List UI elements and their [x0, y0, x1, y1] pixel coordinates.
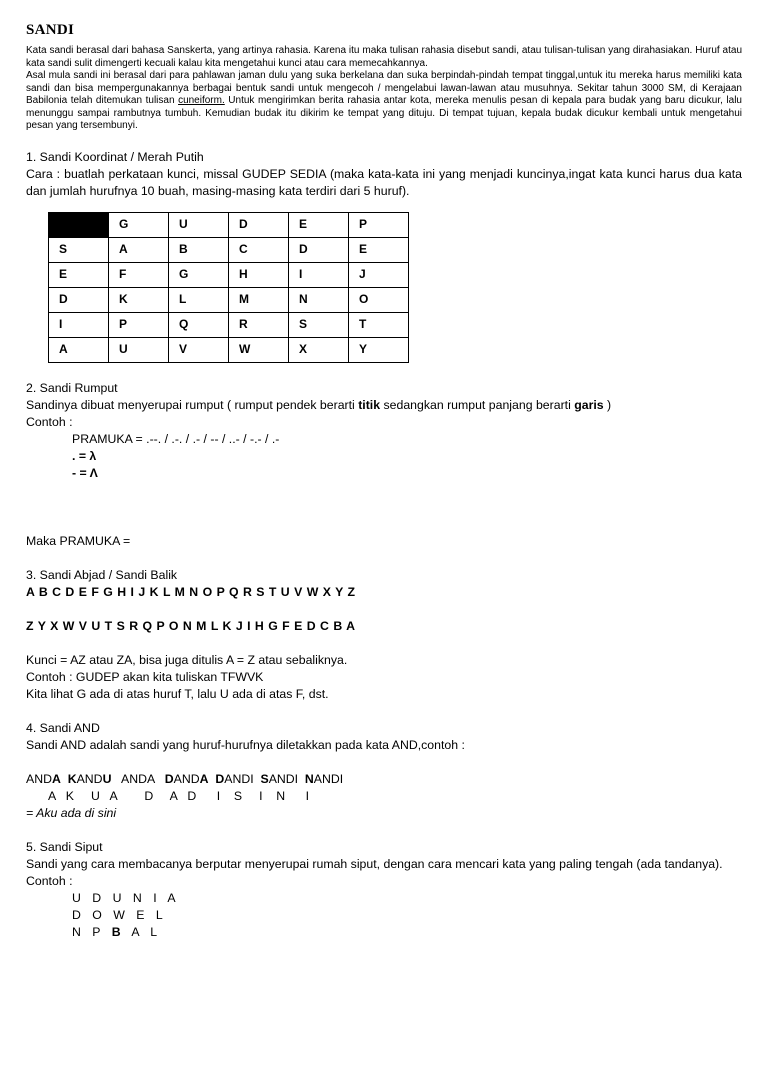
siput-row-2: D O W E L [72, 907, 167, 922]
and-word-bold: A [199, 771, 209, 786]
and-word-bold: U [102, 771, 112, 786]
grid-row [49, 262, 409, 287]
siput-row-1: U D U N I A [72, 890, 180, 905]
grid-cell: E [349, 237, 409, 262]
grid-row [49, 237, 409, 262]
intro-line-2: Huruf atau kata sandi sulit dimengerti kecuali kalau kita mengetahui kunci atau cara memecahkannya. [26, 45, 743, 69]
grid-cell: A [49, 337, 109, 362]
and-word-bold: D [164, 771, 174, 786]
grid-cell: Q [169, 312, 229, 337]
maka-pramuka: Maka PRAMUKA = [26, 533, 131, 548]
and-word-post: ANDI [268, 771, 305, 786]
pramuka-example: PRAMUKA = .--. / .-. / .- / -- / ..- / -.- / .- [72, 431, 280, 446]
grid-cell: A [109, 237, 169, 262]
section-4-title: 4. Sandi AND [26, 720, 100, 735]
and-word-pre: ANDA [121, 771, 165, 786]
and-word-post: AND [173, 771, 200, 786]
and-word-post [111, 772, 121, 786]
section-2-contoh: Contoh : [26, 414, 73, 429]
body-content [26, 149, 742, 941]
s3-lihat: Kita lihat G ada di atas huruf T, lalu U ada di atas F, dst. [26, 686, 329, 701]
grid-cell: I [49, 312, 109, 337]
grid-cell: J [349, 262, 409, 287]
grid-cell: U [109, 337, 169, 362]
s2-text-mid: sedangkan rumput panjang berarti [380, 397, 575, 412]
kunci-text: Kunci = AZ atau ZA, bisa juga ditulis A = Z atau sebaliknya. [26, 652, 348, 667]
grid-row [49, 212, 409, 237]
and-word-post: AND [76, 771, 103, 786]
grid-cell: P [349, 212, 409, 237]
dash-symbol: - = Λ [72, 465, 98, 480]
grid-cell: M [229, 287, 289, 312]
coordinate-grid [48, 212, 409, 363]
grid-row [49, 287, 409, 312]
grid-cell: R [229, 312, 289, 337]
grid-cell: N [289, 287, 349, 312]
section-5-title: 5. Sandi Siput [26, 839, 103, 854]
grid-corner-black [49, 212, 109, 237]
siput-row-3-post: A L [124, 924, 162, 939]
s2-bold-titik: titik [358, 397, 381, 412]
s5-contoh: Contoh : [26, 873, 73, 888]
grid-cell: G [109, 212, 169, 237]
siput-row-3-pre: N P [72, 924, 112, 939]
cuneiform-link[interactable]: cuneiform. [178, 95, 225, 106]
and-letters-line: A K U A D A D I S I N I [48, 788, 310, 803]
siput-row-3-bold: B [111, 924, 125, 939]
and-result: = Aku ada di sini [26, 805, 117, 820]
grid-cell: P [109, 312, 169, 337]
grid-cell: D [229, 212, 289, 237]
and-word-post [61, 772, 68, 786]
grid-cell: I [289, 262, 349, 287]
grid-cell: B [169, 237, 229, 262]
grid-cell: D [49, 287, 109, 312]
s2-text-after: ) [603, 397, 612, 412]
grid-cell: U [169, 212, 229, 237]
and-word-post: ANDI [313, 771, 344, 786]
and-word-post: ANDI [224, 771, 261, 786]
grid-cell: E [49, 262, 109, 287]
section-1-text: Cara : buatlah perkataan kunci, missal GUDEP SEDIA (maka kata-kata ini yang menjadi kuncinya,ingat kata kunci harus dua kata dan jumlah hurufnya 10 buah, masing-masing kata terdiri dari 5 huruf). [26, 166, 742, 198]
section-1-title: 1. Sandi Koordinat / Merah Putih [26, 149, 204, 164]
intro-section [26, 45, 742, 133]
section-5-text: Sandi yang cara membacanya berputar menyerupai rumah siput, dengan cara mencari kata yang paling tengah (ada tandanya). [26, 856, 723, 871]
and-word-bold: N [304, 771, 314, 786]
and-words-line [26, 771, 742, 788]
dot-symbol: . = λ [72, 448, 97, 463]
grid-cell: Y [349, 337, 409, 362]
grid-cell: F [109, 262, 169, 287]
grid-cell: E [289, 212, 349, 237]
grid-row [49, 337, 409, 362]
siput-row-3 [26, 924, 742, 941]
intro-p2-before: Asal mula sandi ini berasal dari para pahlawan jaman dulu yang suka berkelana dan suka berpindah-pindah tempat tinggal,untuk itu mereka harus memiliki kata sandi dan bisa mempergunakannya berbagai bentuk sandi untuk mengecoh / mengelabui lawan-lawan atau musuhnya. Sekitar tahun 3000 SM, di Kerajaan Babilonia telah ditemukan tulisan [26, 70, 742, 106]
s2-bold-garis: garis [574, 397, 604, 412]
and-word-bold: S [260, 771, 269, 786]
intro-p2-after: Untuk mengirimkan berita rahasia antar kota, mereka menulis pesan di kepala para budak yang baru dicukur, lalu menunggu sampai rambutnya tumbuh. Kemudian budak itu dikirim ke tempat yang dituju. Di tempat tujuan, kepala budak dicukur kembali untuk mengetahui pesan yang tersembunyi. [26, 95, 742, 131]
alphabet-forward: A B C D E F G H I J K L M N O P Q R S T U V W X Y Z [26, 584, 356, 599]
alphabet-backward: Z Y X W V U T S R Q P O N M L K J I H G F E D C B A [26, 618, 356, 633]
and-word-pre: AND [26, 771, 52, 786]
grid-cell: D [289, 237, 349, 262]
document-page [26, 22, 742, 941]
grid-row [49, 312, 409, 337]
grid-cell: G [169, 262, 229, 287]
grid-cell: T [349, 312, 409, 337]
intro-paragraph-1 [26, 45, 742, 70]
s2-text-before: Sandinya dibuat menyerupai rumput ( rumput pendek berarti [26, 397, 359, 412]
document-title: SANDI [26, 22, 75, 38]
grid-cell: C [229, 237, 289, 262]
grid-cell: L [169, 287, 229, 312]
and-word-bold: K [67, 771, 77, 786]
and-word-bold: A [51, 771, 61, 786]
grid-cell: S [49, 237, 109, 262]
and-word-bold: D [215, 771, 225, 786]
section-4-text: Sandi AND adalah sandi yang huruf-hurufnya diletakkan pada kata AND,contoh : [26, 737, 465, 752]
grid-cell: O [349, 287, 409, 312]
grid-cell: V [169, 337, 229, 362]
section-2-text [26, 397, 742, 414]
grid-cell: X [289, 337, 349, 362]
grid-cell: K [109, 287, 169, 312]
intro-line-1: Kata sandi berasal dari bahasa Sanskerta, yang artinya rahasia. Karena itu maka tulisan rahasia disebut sandi, atau tulisan-tulisan yang dirahasiakan. [26, 45, 693, 56]
section-3-title: 3. Sandi Abjad / Sandi Balik [26, 567, 178, 582]
grid-cell: H [229, 262, 289, 287]
section-2-title: 2. Sandi Rumput [26, 380, 118, 395]
grid-cell: S [289, 312, 349, 337]
grid-cell: W [229, 337, 289, 362]
intro-paragraph-2 [26, 70, 742, 133]
s3-contoh: Contoh : GUDEP akan kita tuliskan TFWVK [26, 669, 264, 684]
